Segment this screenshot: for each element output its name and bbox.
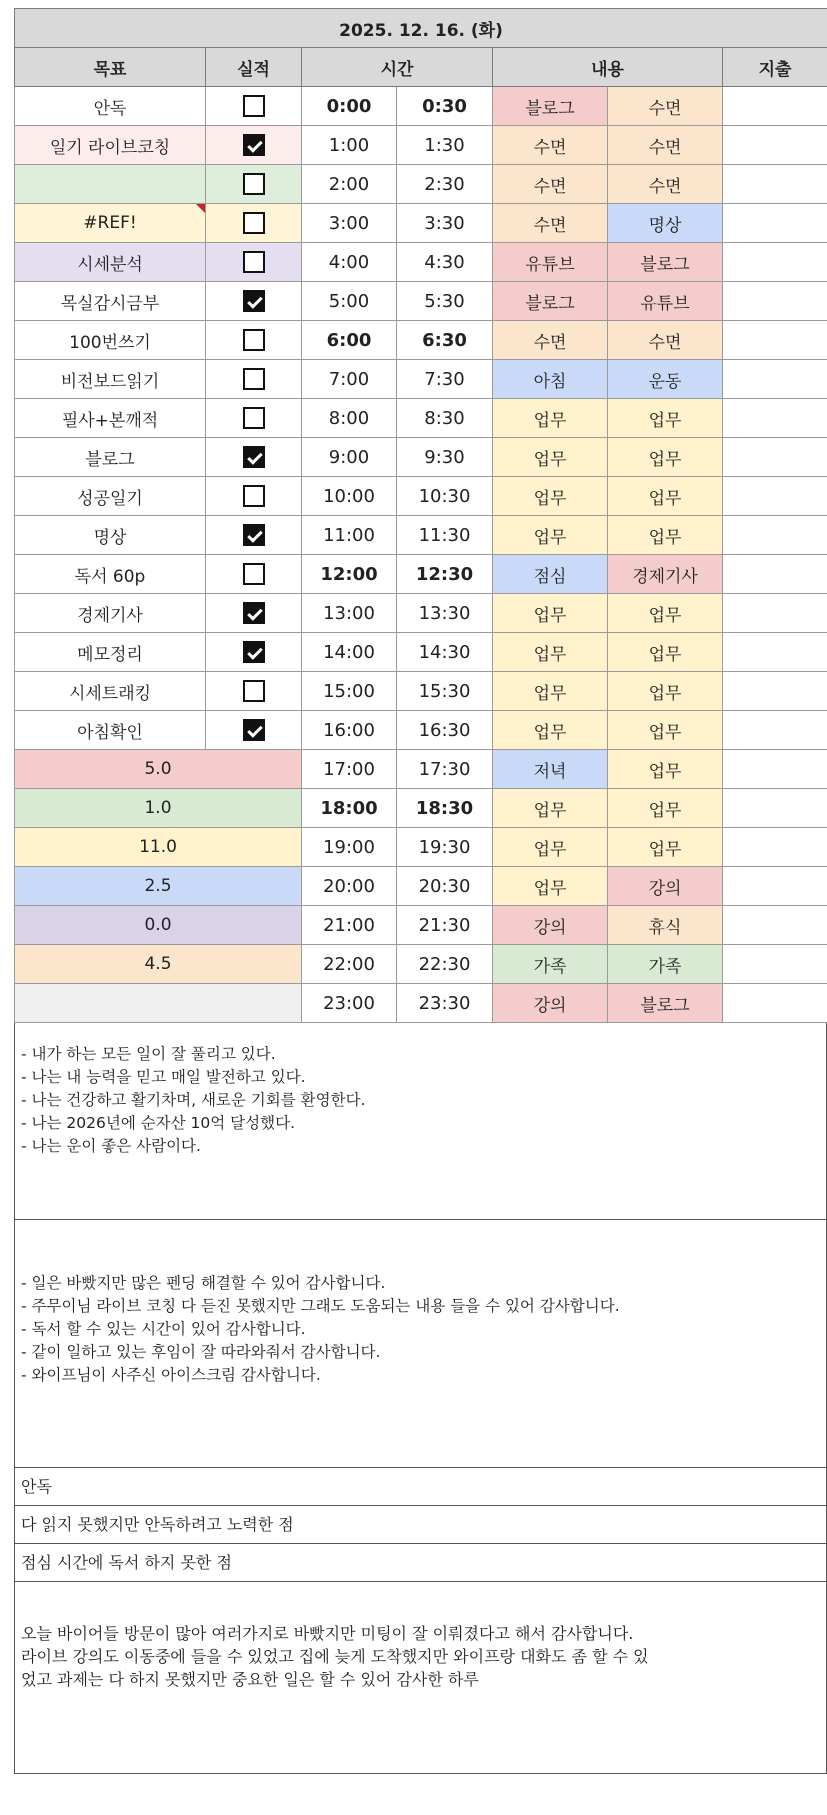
- activity-first-half[interactable]: 아침: [493, 360, 608, 399]
- spend-cell[interactable]: [723, 906, 827, 945]
- time-start: 12:00: [302, 555, 397, 594]
- time-start: 2:00: [302, 165, 397, 204]
- activity-second-half[interactable]: 운동: [608, 360, 723, 399]
- activity-first-half[interactable]: 업무: [493, 438, 608, 477]
- activity-second-half[interactable]: 수면: [608, 165, 723, 204]
- goal-label: 시세분석: [15, 243, 206, 282]
- schedule-row: [15, 438, 827, 477]
- spend-cell[interactable]: [723, 867, 827, 906]
- time-half: 14:30: [397, 633, 493, 672]
- activity-second-half[interactable]: 가족: [608, 945, 723, 984]
- done-cell: [206, 594, 302, 633]
- spend-cell[interactable]: [723, 789, 827, 828]
- time-half: 12:30: [397, 555, 493, 594]
- checkbox-unchecked[interactable]: [243, 173, 265, 195]
- time-start: 8:00: [302, 399, 397, 438]
- schedule-row: [15, 906, 827, 945]
- time-half: 1:30: [397, 126, 493, 165]
- activity-first-half[interactable]: 업무: [493, 867, 608, 906]
- gratitude-line: - 같이 일하고 있는 후임이 잘 따라와줘서 감사합니다.: [21, 1343, 381, 1361]
- spend-cell[interactable]: [723, 321, 827, 360]
- gratitude-line: - 와이프님이 사주신 아이스크림 감사합니다.: [21, 1366, 321, 1384]
- gratitude-line: - 일은 바빴지만 많은 펜딩 해결할 수 있어 감사합니다.: [21, 1274, 386, 1292]
- done-cell: [206, 126, 302, 165]
- time-start: 10:00: [302, 477, 397, 516]
- checkbox-checked[interactable]: [243, 719, 265, 741]
- schedule-row: [15, 555, 827, 594]
- activity-first-half[interactable]: 수면: [493, 165, 608, 204]
- planner-sheet: [14, 8, 827, 1774]
- category-total: 0.0: [15, 906, 302, 945]
- activity-second-half[interactable]: 업무: [608, 828, 723, 867]
- activity-first-half[interactable]: 수면: [493, 126, 608, 165]
- goal-label: 블로그: [15, 438, 206, 477]
- time-half: 15:30: [397, 672, 493, 711]
- checkbox-checked[interactable]: [243, 134, 265, 156]
- goal-label: 메모정리: [15, 633, 206, 672]
- time-start: 23:00: [302, 984, 397, 1023]
- activity-second-half[interactable]: 업무: [608, 438, 723, 477]
- done-cell: [206, 516, 302, 555]
- goal-label: 필사+본깨적: [15, 399, 206, 438]
- time-half: 23:30: [397, 984, 493, 1023]
- spend-cell[interactable]: [723, 672, 827, 711]
- checkbox-checked[interactable]: [243, 290, 265, 312]
- schedule-row: [15, 243, 827, 282]
- activity-second-half[interactable]: 블로그: [608, 243, 723, 282]
- goal-label: [15, 165, 206, 204]
- category-total: 4.5: [15, 945, 302, 984]
- activity-first-half[interactable]: 업무: [493, 399, 608, 438]
- activity-first-half[interactable]: 업무: [493, 672, 608, 711]
- schedule-row: [15, 126, 827, 165]
- spend-cell[interactable]: [723, 711, 827, 750]
- schedule-row: [15, 945, 827, 984]
- time-start: 17:00: [302, 750, 397, 789]
- done-cell: [206, 555, 302, 594]
- activity-first-half[interactable]: 업무: [493, 477, 608, 516]
- review-good: 다 읽지 못했지만 안독하려고 노력한 점: [14, 1506, 827, 1544]
- schedule-row: [15, 399, 827, 438]
- time-start: 21:00: [302, 906, 397, 945]
- spend-cell[interactable]: [723, 126, 827, 165]
- time-start: 19:00: [302, 828, 397, 867]
- time-start: 13:00: [302, 594, 397, 633]
- goal-label: 독서 60p: [15, 555, 206, 594]
- time-half: 4:30: [397, 243, 493, 282]
- time-half: 0:30: [397, 87, 493, 126]
- activity-second-half[interactable]: 업무: [608, 711, 723, 750]
- schedule-row: [15, 87, 827, 126]
- date-title: 2025. 12. 16. (화): [15, 9, 827, 48]
- category-total: 1.0: [15, 789, 302, 828]
- time-half: 9:30: [397, 438, 493, 477]
- goal-label: #REF!: [15, 204, 206, 243]
- goal-label: 경제기사: [15, 594, 206, 633]
- goal-label: 일기 라이브코칭: [15, 126, 206, 165]
- header-done: 실적: [206, 48, 302, 87]
- goal-label: 시세트래킹: [15, 672, 206, 711]
- spend-cell[interactable]: [723, 243, 827, 282]
- time-half: 21:30: [397, 906, 493, 945]
- review-bad: 점심 시간에 독서 하지 못한 점: [14, 1544, 827, 1582]
- activity-first-half[interactable]: 블로그: [493, 87, 608, 126]
- time-start: 16:00: [302, 711, 397, 750]
- spend-cell[interactable]: [723, 477, 827, 516]
- affirmation-line: - 나는 운이 좋은 사람이다.: [21, 1137, 201, 1155]
- affirmation-line: - 나는 건강하고 활기차며, 새로운 기회를 환영한다.: [21, 1091, 366, 1109]
- activity-second-half[interactable]: 블로그: [608, 984, 723, 1023]
- checkbox-checked[interactable]: [243, 602, 265, 624]
- activity-second-half[interactable]: 업무: [608, 399, 723, 438]
- time-half: 11:30: [397, 516, 493, 555]
- checkbox-unchecked[interactable]: [243, 485, 265, 507]
- activity-second-half[interactable]: 업무: [608, 594, 723, 633]
- activity-first-half[interactable]: 업무: [493, 789, 608, 828]
- spend-cell[interactable]: [723, 984, 827, 1023]
- goal-label: 명상: [15, 516, 206, 555]
- time-start: 0:00: [302, 87, 397, 126]
- spend-cell[interactable]: [723, 945, 827, 984]
- category-total: 5.0: [15, 750, 302, 789]
- diary-line: 었고 과제는 다 하지 못했지만 중요한 일은 할 수 있어 감사한 하루: [21, 1670, 479, 1689]
- time-half: 2:30: [397, 165, 493, 204]
- category-total: 11.0: [15, 828, 302, 867]
- schedule-row: [15, 282, 827, 321]
- checkbox-unchecked[interactable]: [243, 95, 265, 117]
- done-cell: [206, 360, 302, 399]
- schedule-row: [15, 516, 827, 555]
- activity-first-half[interactable]: 수면: [493, 321, 608, 360]
- checkbox-checked[interactable]: [243, 524, 265, 546]
- done-cell: [206, 204, 302, 243]
- goal-label: 비전보드읽기: [15, 360, 206, 399]
- gratitude-line: - 독서 할 수 있는 시간이 있어 감사합니다.: [21, 1320, 306, 1338]
- done-cell: [206, 243, 302, 282]
- done-cell: [206, 633, 302, 672]
- spend-cell[interactable]: [723, 87, 827, 126]
- time-half: 22:30: [397, 945, 493, 984]
- spend-cell[interactable]: [723, 750, 827, 789]
- done-cell: [206, 438, 302, 477]
- time-start: 3:00: [302, 204, 397, 243]
- time-half: 19:30: [397, 828, 493, 867]
- time-start: 11:00: [302, 516, 397, 555]
- schedule-row: [15, 711, 827, 750]
- activity-second-half[interactable]: 경제기사: [608, 555, 723, 594]
- spend-cell[interactable]: [723, 204, 827, 243]
- goal-label: 100번쓰기: [15, 321, 206, 360]
- activity-second-half[interactable]: 업무: [608, 633, 723, 672]
- time-start: 15:00: [302, 672, 397, 711]
- activity-second-half[interactable]: 수면: [608, 87, 723, 126]
- schedule-row: [15, 633, 827, 672]
- time-start: 20:00: [302, 867, 397, 906]
- time-half: 6:30: [397, 321, 493, 360]
- checkbox-unchecked[interactable]: [243, 368, 265, 390]
- checkbox-unchecked[interactable]: [243, 251, 265, 273]
- goal-label: 안독: [15, 87, 206, 126]
- done-cell: [206, 165, 302, 204]
- time-half: 16:30: [397, 711, 493, 750]
- activity-first-half[interactable]: 강의: [493, 906, 608, 945]
- diary-line: 오늘 바이어들 방문이 많아 여러가지로 바빴지만 미팅이 잘 이뤄졌다고 해서 감사합니다.: [21, 1624, 634, 1643]
- affirmation-line: - 나는 2026년에 순자산 10억 달성했다.: [21, 1114, 296, 1132]
- spend-cell[interactable]: [723, 399, 827, 438]
- activity-second-half[interactable]: 업무: [608, 789, 723, 828]
- activity-second-half[interactable]: 명상: [608, 204, 723, 243]
- spend-cell[interactable]: [723, 282, 827, 321]
- spend-cell[interactable]: [723, 555, 827, 594]
- done-cell: [206, 321, 302, 360]
- activity-second-half[interactable]: 업무: [608, 516, 723, 555]
- time-half: 20:30: [397, 867, 493, 906]
- goal-label: 목실감시금부: [15, 282, 206, 321]
- schedule-row: [15, 672, 827, 711]
- goal-label: 성공일기: [15, 477, 206, 516]
- activity-first-half[interactable]: 업무: [493, 711, 608, 750]
- checkbox-checked[interactable]: [243, 446, 265, 468]
- spend-cell[interactable]: [723, 828, 827, 867]
- spend-cell[interactable]: [723, 165, 827, 204]
- activity-second-half[interactable]: 유튜브: [608, 282, 723, 321]
- time-start: 18:00: [302, 789, 397, 828]
- activity-second-half[interactable]: 업무: [608, 750, 723, 789]
- schedule-row: [15, 321, 827, 360]
- time-half: 17:30: [397, 750, 493, 789]
- time-half: 3:30: [397, 204, 493, 243]
- spend-cell[interactable]: [723, 360, 827, 399]
- time-start: 22:00: [302, 945, 397, 984]
- done-cell: [206, 711, 302, 750]
- schedule-row: [15, 789, 827, 828]
- time-start: 14:00: [302, 633, 397, 672]
- schedule-row: [15, 828, 827, 867]
- activity-first-half[interactable]: 수면: [493, 204, 608, 243]
- diary-line: 라이브 강의도 이동중에 들을 수 있었고 집에 늦게 도착했지만 와이프랑 대화도 좀 할 수 있: [21, 1647, 649, 1666]
- activity-first-half[interactable]: 저녁: [493, 750, 608, 789]
- checkbox-unchecked[interactable]: [243, 563, 265, 585]
- category-total: [15, 984, 302, 1023]
- schedule-row: [15, 594, 827, 633]
- activity-second-half[interactable]: 휴식: [608, 906, 723, 945]
- schedule-row: [15, 165, 827, 204]
- header-spend: 지출: [723, 48, 827, 87]
- schedule-row: [15, 984, 827, 1023]
- time-half: 7:30: [397, 360, 493, 399]
- time-start: 5:00: [302, 282, 397, 321]
- activity-first-half[interactable]: 업무: [493, 828, 608, 867]
- activity-first-half[interactable]: 업무: [493, 516, 608, 555]
- checkbox-checked[interactable]: [243, 641, 265, 663]
- time-start: 4:00: [302, 243, 397, 282]
- checkbox-unchecked[interactable]: [243, 329, 265, 351]
- activity-first-half[interactable]: 업무: [493, 633, 608, 672]
- activity-second-half[interactable]: 강의: [608, 867, 723, 906]
- gratitude-line: - 주무이님 라이브 코칭 다 듣진 못했지만 그래도 도움되는 내용 들을 수 있어 감사합니다.: [21, 1297, 620, 1315]
- time-half: 5:30: [397, 282, 493, 321]
- done-cell: [206, 477, 302, 516]
- time-start: 1:00: [302, 126, 397, 165]
- schedule-row: [15, 867, 827, 906]
- time-start: 9:00: [302, 438, 397, 477]
- category-total: 2.5: [15, 867, 302, 906]
- activity-second-half[interactable]: 업무: [608, 672, 723, 711]
- affirmations-block: [14, 1023, 827, 1220]
- spend-cell[interactable]: [723, 633, 827, 672]
- time-start: 6:00: [302, 321, 397, 360]
- affirmation-line: - 내가 하는 모든 일이 잘 풀리고 있다.: [21, 1045, 276, 1063]
- review-topic: 안독: [14, 1468, 827, 1506]
- activity-first-half[interactable]: 점심: [493, 555, 608, 594]
- time-half: 8:30: [397, 399, 493, 438]
- done-cell: [206, 282, 302, 321]
- header-time: 시간: [302, 48, 493, 87]
- diary-block: [14, 1582, 827, 1774]
- gratitude-block: [14, 1220, 827, 1468]
- time-start: 7:00: [302, 360, 397, 399]
- activity-second-half[interactable]: 수면: [608, 126, 723, 165]
- activity-second-half[interactable]: 수면: [608, 321, 723, 360]
- spend-cell[interactable]: [723, 594, 827, 633]
- spend-cell[interactable]: [723, 438, 827, 477]
- comment-marker-icon[interactable]: [196, 204, 205, 213]
- checkbox-unchecked[interactable]: [243, 212, 265, 234]
- time-half: 10:30: [397, 477, 493, 516]
- schedule-row: [15, 750, 827, 789]
- checkbox-unchecked[interactable]: [243, 407, 265, 429]
- activity-first-half[interactable]: 블로그: [493, 282, 608, 321]
- schedule-row: [15, 360, 827, 399]
- checkbox-unchecked[interactable]: [243, 680, 265, 702]
- header-goal: 목표: [15, 48, 206, 87]
- done-cell: [206, 672, 302, 711]
- goal-label: 아침확인: [15, 711, 206, 750]
- activity-first-half[interactable]: 업무: [493, 594, 608, 633]
- activity-second-half[interactable]: 업무: [608, 477, 723, 516]
- time-half: 18:30: [397, 789, 493, 828]
- activity-first-half[interactable]: 유튜브: [493, 243, 608, 282]
- planner-table: [14, 8, 827, 1023]
- affirmation-line: - 나는 내 능력을 믿고 매일 발전하고 있다.: [21, 1068, 306, 1086]
- header-content: 내용: [493, 48, 723, 87]
- activity-first-half[interactable]: 강의: [493, 984, 608, 1023]
- activity-first-half[interactable]: 가족: [493, 945, 608, 984]
- spend-cell[interactable]: [723, 516, 827, 555]
- time-half: 13:30: [397, 594, 493, 633]
- done-cell: [206, 399, 302, 438]
- schedule-row: [15, 477, 827, 516]
- done-cell: [206, 87, 302, 126]
- schedule-row: [15, 204, 827, 243]
